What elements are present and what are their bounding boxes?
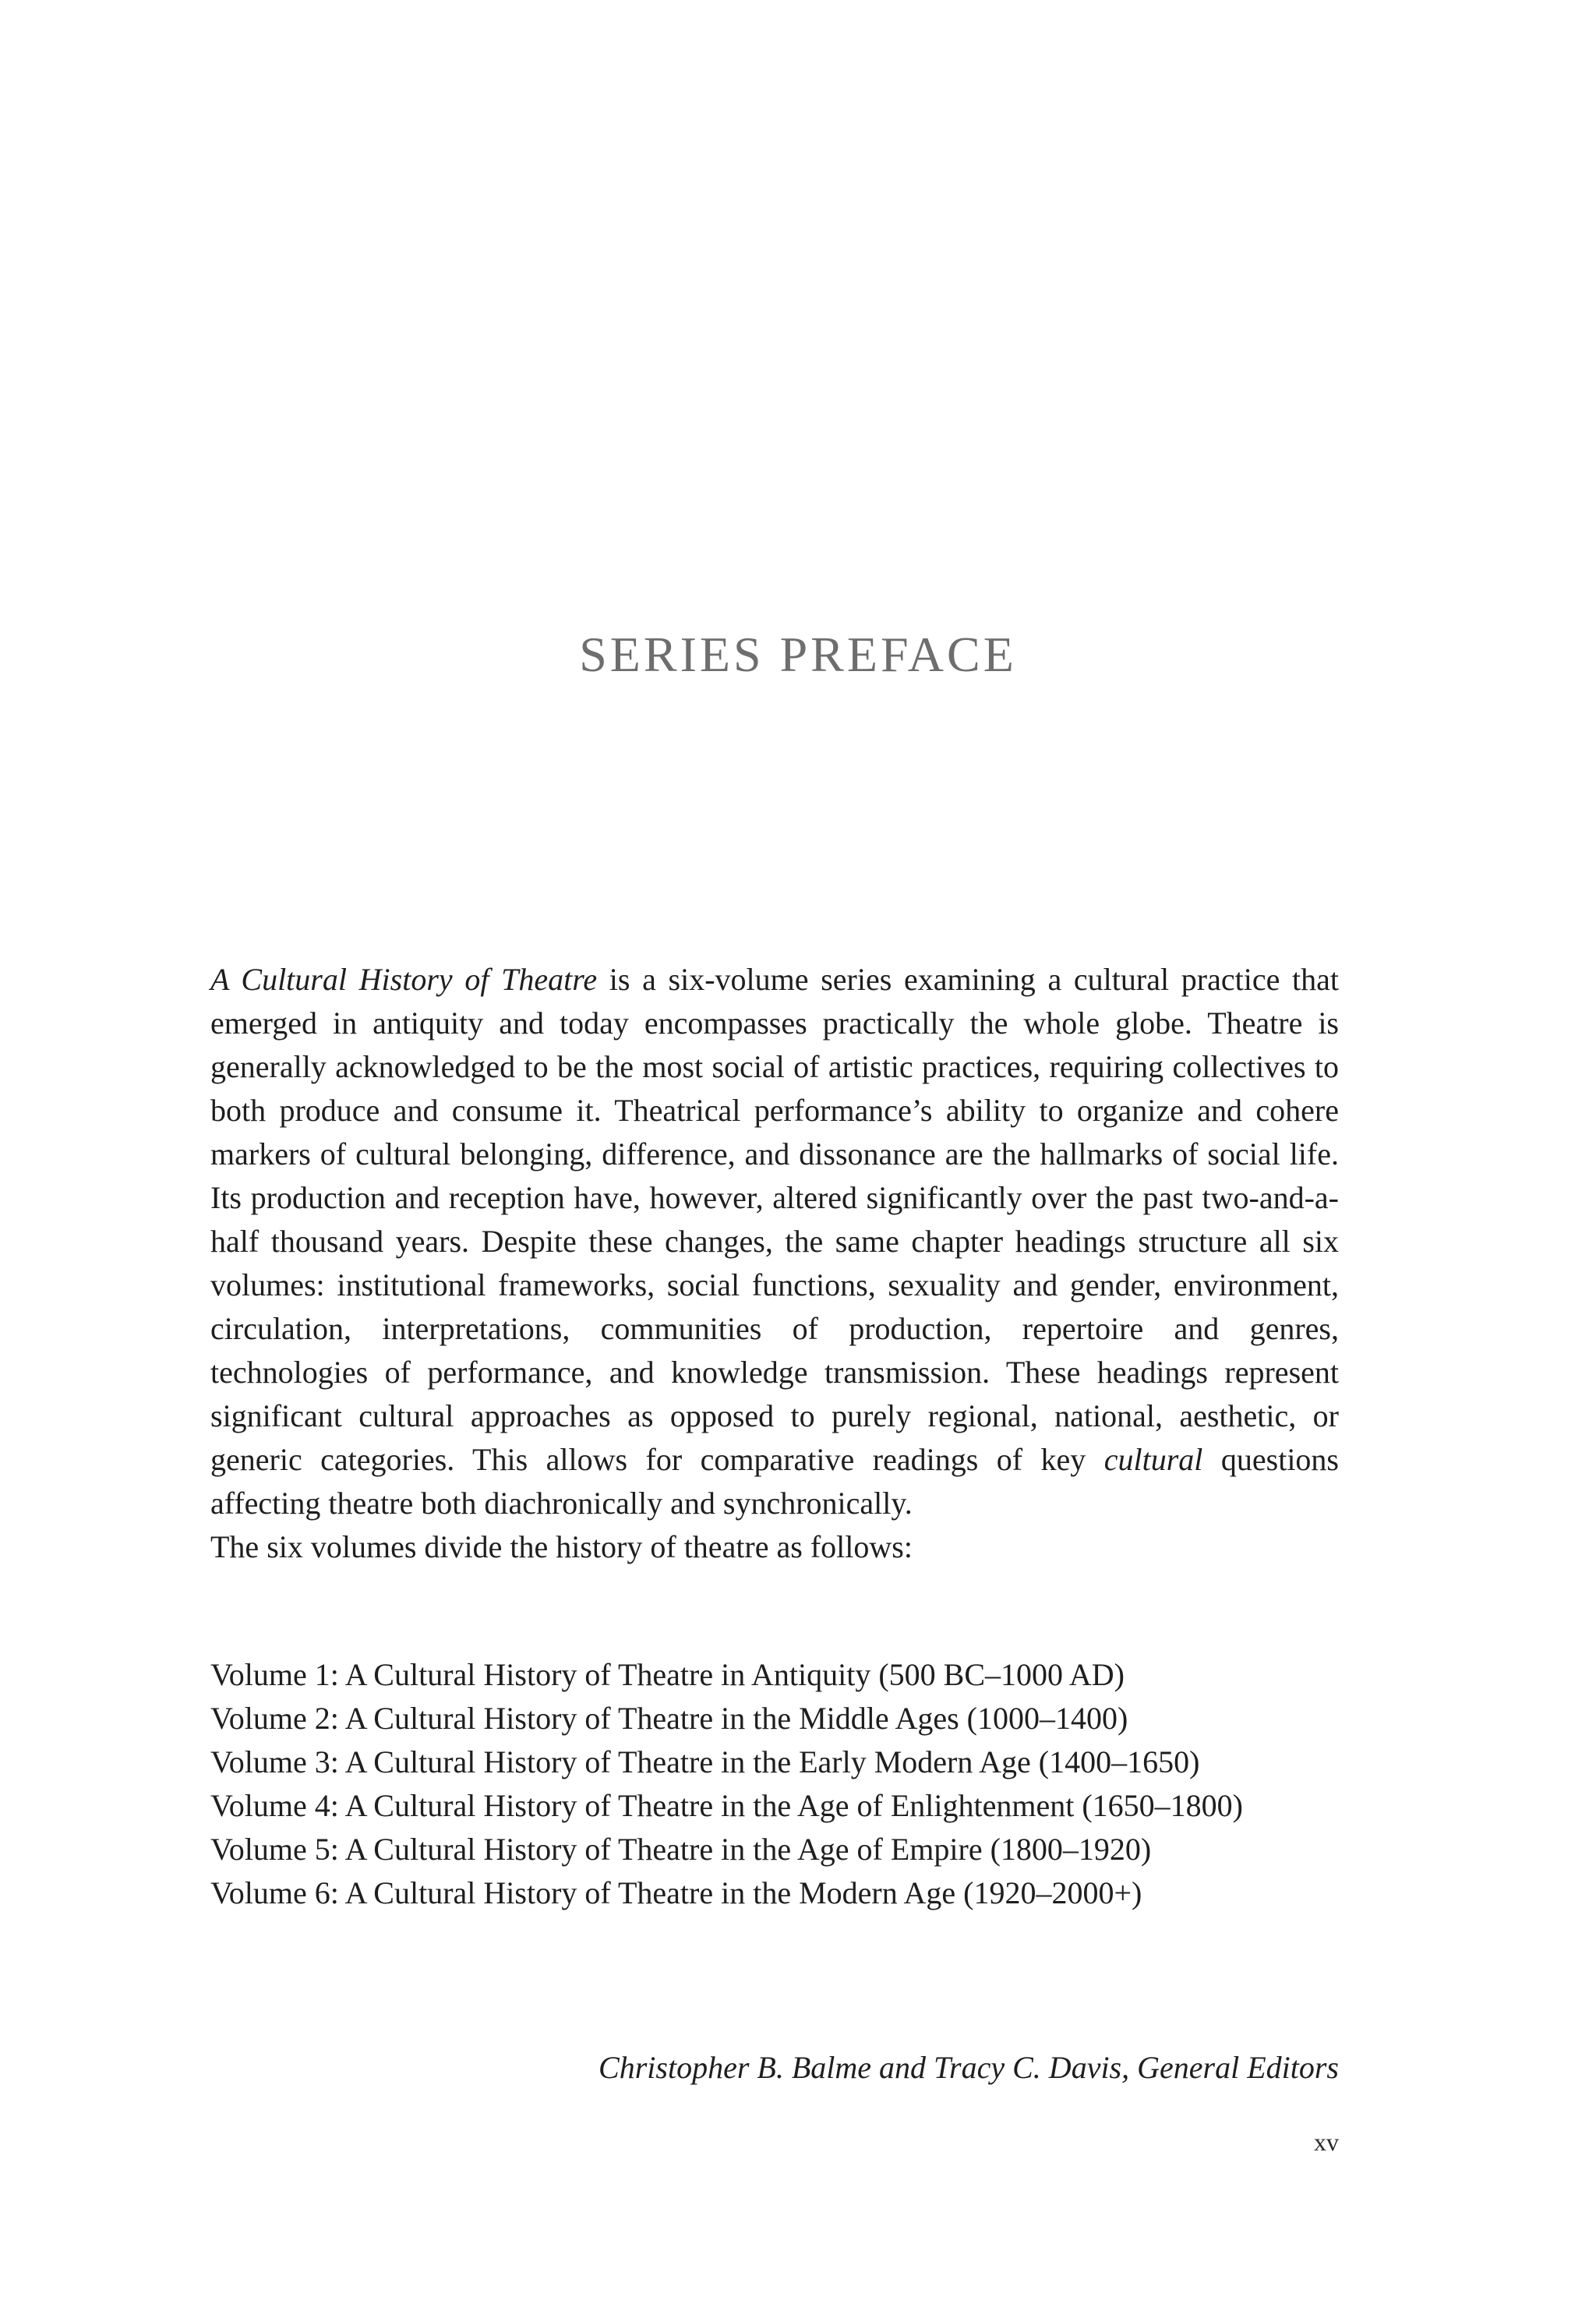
volume-item-5: Volume 5: A Cultural History of Theatre in the Age of Empire (1800–1920) [210, 1832, 1152, 1867]
series-title: A Cultural History of Theatre [210, 962, 598, 997]
volume-item-1: Volume 1: A Cultural History of Theatre in Antiquity (500 BC–1000 AD) [210, 1657, 1125, 1692]
page-number: xv [1314, 2128, 1339, 2156]
volume-list [210, 1653, 1339, 1915]
volume-item-6: Volume 6: A Cultural History of Theatre in the Modern Age (1920–2000+) [210, 1875, 1142, 1910]
emphasis-word: cultural [1103, 1442, 1203, 1477]
page-title: SERIES PREFACE [579, 627, 1017, 682]
volume-item-3: Volume 3: A Cultural History of Theatre in the Early Modern Age (1400–1650) [210, 1744, 1200, 1779]
preface-text-part-1: is a six-volume series examining a cultural practice that emerged in antiquity and today encompasses practically the whole globe. Theatre is generally acknowledged to be the most social of artistic practices, requiring collectives to both produce and consume it. Theatrical performance’s ability to organize and cohere markers of cultural belonging, difference, and dissonance are the hallmarks of social life. Its production and reception have, however, altered significantly over the past two-and-a-half thousand years. Despite these changes, the same chapter headings structure all six volumes: institutional frameworks, social functions, sexuality and gender, environment, circulation, interpretations, communities of production, repertoire and genres, technologies of performance, and knowledge transmission. These headings represent significant cultural approaches as opposed to purely regional, national, aesthetic, or generic categories. This allows for comparative readings of key [210, 962, 1339, 1477]
preface-paragraph [210, 958, 1339, 1569]
volume-list-intro: The six volumes divide the history of theatre as follows: [210, 1529, 913, 1564]
volume-item-2: Volume 2: A Cultural History of Theatre in the Middle Ages (1000–1400) [210, 1701, 1128, 1736]
editors-signature: Christopher B. Balme and Tracy C. Davis, General Editors [598, 2050, 1339, 2085]
preface-text-part-2: questions affecting theatre both diachronically and synchronically. [210, 1442, 1340, 1521]
volume-item-4: Volume 4: A Cultural History of Theatre in the Age of Enlightenment (1650–1800) [210, 1788, 1243, 1823]
